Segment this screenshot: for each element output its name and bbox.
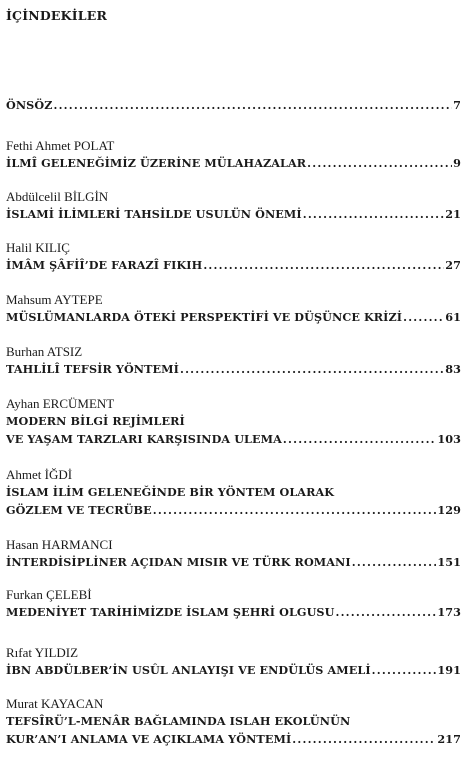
toc-entry[interactable]	[6, 645, 461, 679]
toc-entry-title: MODERN BİLGİ REJİMLERİ	[6, 414, 185, 428]
toc-entry[interactable]	[6, 537, 461, 571]
toc-entry-page-number: 173	[437, 605, 461, 619]
toc-entry-title: İSLAMİ İLİMLERİ TAHSİLDE USULÜN ÖNEMİ	[6, 207, 302, 221]
toc-entry-title: TAHLİLÎ TEFSİR YÖNTEMİ	[6, 362, 179, 376]
toc-dot-leader	[153, 501, 437, 519]
toc-entry-page-number: 129	[437, 503, 461, 517]
toc-entry-title: MÜSLÜMANLARDA ÖTEKİ PERSPEKTİFİ VE DÜŞÜNCE KRİZİ	[6, 310, 403, 324]
toc-entry-title-line-leader	[6, 730, 461, 748]
toc-entry-title: KUR’AN’I ANLAMA VE AÇIKLAMA YÖNTEMİ	[6, 732, 292, 746]
toc-entry-title-line-leader	[6, 661, 461, 679]
toc-entry-title-line-leader	[6, 96, 461, 114]
toc-entry-title-line-leader	[6, 308, 461, 326]
toc-entry-title: İNTERDİSİPLİNER AÇIDAN MISIR VE TÜRK ROMANI	[6, 555, 351, 569]
toc-entry-title: TEFSÎRÜ’L-MENÂR BAĞLAMINDA ISLAH EKOLÜNÜN	[6, 714, 351, 728]
toc-entry[interactable]	[6, 96, 461, 114]
toc-dot-leader	[335, 603, 436, 621]
toc-entry[interactable]	[6, 587, 461, 621]
toc-entry[interactable]	[6, 189, 461, 223]
toc-entry-title: ÖNSÖZ	[6, 98, 53, 112]
toc-entry-page-number: 151	[437, 555, 461, 569]
toc-entry-page-number: 7	[453, 98, 461, 112]
toc-dot-leader	[403, 308, 444, 326]
toc-entry-title: MEDENİYET TARİHİMİZDE İSLAM ŞEHRİ OLGUSU	[6, 605, 335, 619]
toc-entry-page-number: 103	[437, 432, 461, 446]
toc-dot-leader	[283, 430, 436, 448]
toc-dot-leader	[303, 205, 445, 223]
toc-entry-author: Murat KAYACAN	[6, 696, 104, 711]
toc-entry-page-number: 191	[437, 663, 461, 677]
toc-entry-author: Burhan ATSIZ	[6, 344, 83, 359]
toc-entry-title: GÖZLEM VE TECRÜBE	[6, 503, 152, 517]
toc-entry-author: Mahsum AYTEPE	[6, 292, 103, 307]
toc-dot-leader	[53, 96, 452, 114]
toc-entry-author: Fethi Ahmet POLAT	[6, 138, 115, 153]
toc-entry-title-line-leader	[6, 603, 461, 621]
toc-entry[interactable]	[6, 696, 461, 748]
toc-dot-leader	[352, 553, 437, 571]
toc-entry-title: İMÂM ŞÂFİÎ’DE FARAZÎ FIKIH	[6, 258, 203, 272]
toc-entry[interactable]	[6, 292, 461, 326]
toc-entry-author: Abdülcelil BİLGİN	[6, 189, 109, 204]
toc-entry-title-line-leader	[6, 256, 461, 274]
toc-entry-title-line-leader	[6, 154, 461, 172]
toc-dot-leader	[292, 730, 436, 748]
toc-entry[interactable]	[6, 138, 461, 172]
page-title: İÇİNDEKİLER	[6, 8, 108, 23]
toc-entry-title: İLMÎ GELENEĞİMİZ ÜZERİNE MÜLAHAZALAR	[6, 156, 307, 170]
toc-entry-title: İBN ABDÜLBER’İN USÛL ANLAYIŞI VE ENDÜLÜS AMELİ	[6, 663, 371, 677]
toc-entry-title-line-leader	[6, 205, 461, 223]
toc-entry-title-line	[6, 412, 461, 430]
toc-entry-author: Furkan ÇELEBİ	[6, 587, 92, 602]
toc-entry-title-line-leader	[6, 553, 461, 571]
toc-entry-page-number: 9	[453, 156, 461, 170]
toc-entry-page-number: 21	[445, 207, 461, 221]
toc-entry-title: VE YAŞAM TARZLARI KARŞISINDA ULEMA	[6, 432, 282, 446]
toc-entry-author: Ayhan ERCÜMENT	[6, 396, 115, 411]
toc-entry-author: Halil KILIÇ	[6, 240, 70, 255]
toc-entry-title-line	[6, 712, 461, 730]
toc-entry[interactable]	[6, 467, 461, 519]
toc-entry-title-line-leader	[6, 501, 461, 519]
toc-entry[interactable]	[6, 344, 461, 378]
toc-entry-title-line-leader	[6, 360, 461, 378]
toc-dot-leader	[203, 256, 444, 274]
toc-entry-page-number: 27	[445, 258, 461, 272]
toc-entry-author: Hasan HARMANCI	[6, 537, 113, 552]
toc-page	[6, 0, 461, 760]
toc-entry-page-number: 61	[445, 310, 461, 324]
toc-entry[interactable]	[6, 240, 461, 274]
toc-entry-title-line	[6, 483, 461, 501]
toc-entry-page-number: 83	[445, 362, 461, 376]
toc-entry-author: Rıfat YILDIZ	[6, 645, 79, 660]
toc-dot-leader	[307, 154, 452, 172]
toc-entry-title: İSLAM İLİM GELENEĞİNDE BİR YÖNTEM OLARAK	[6, 485, 335, 499]
toc-dot-leader	[180, 360, 444, 378]
toc-entry-title-line-leader	[6, 430, 461, 448]
toc-entry[interactable]	[6, 396, 461, 448]
toc-dot-leader	[372, 661, 437, 679]
toc-entry-page-number: 217	[437, 732, 461, 746]
toc-entry-author: Ahmet İĞDİ	[6, 467, 73, 482]
